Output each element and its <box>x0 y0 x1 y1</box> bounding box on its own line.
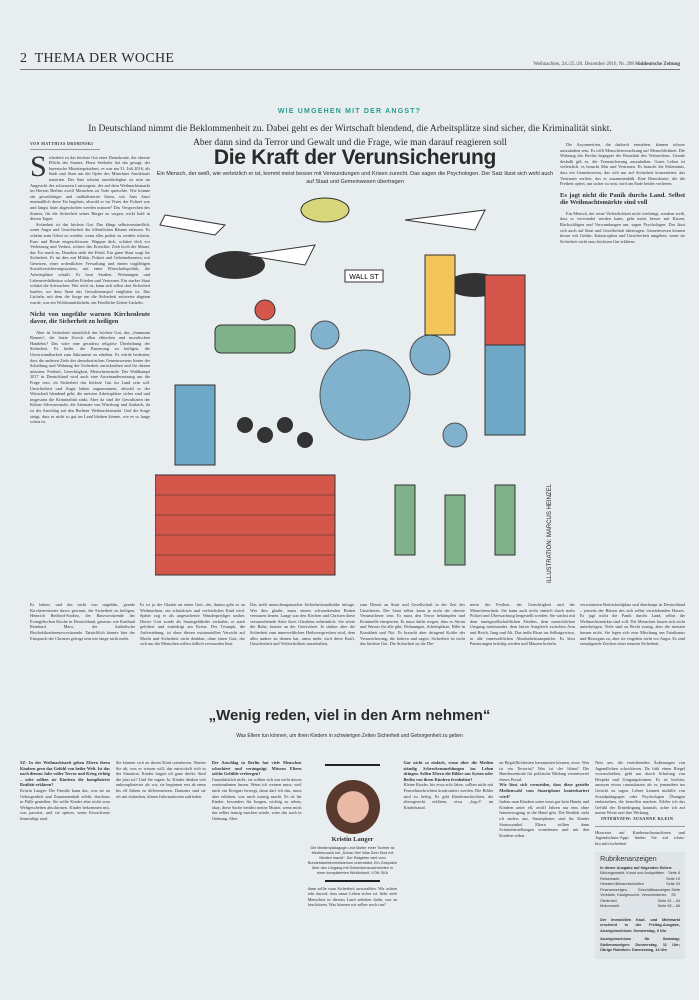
body-paragraph: Sicherheit ist das höchste Gut. Das klingt selbstverständlich, wenn Angst und Unsicherheit die öffentlichen Räume erfassen. Es scheint zum Gebot zu werden, wenn alles prekär zu werden scheint, Euro und Rente eingeschlossen. Wappne dich, schütze dich vor Verletzung und Verlust, sichere das Erreichte. Zieh hoch die Mauer, das Tor mach zu. Draußen steht der Feind. Ein guter Staat sorgt für Sicherheit. Er tut dies mit Militär, Polizei und Geheimdiensten, mit Gesetzen, einer ordentlichen Verwaltung und einem tragfähigen Sozialversicherungssystem, mit einer Wirtschaftspolitik, die Arbeitsplätze schafft. Er baut Straßen, Wohnungen und Lebensverhältnisse schaffen Frieden und Vertrauen. Ein starker Staat schützt die Schwachen. Wer reich ist, kann sich selbst dort Sicherheit kaufen, wo dem Staat das Gewaltmonopol entglitten ist. Das Lächeln, mit dem die Sorge um die Sicherheit zeitweise abgetan wurde, war ein Wohlstandslächeln, ein Friedliche-Zeiten-Lächeln. <box>30 221 150 306</box>
body-paragraph: Die Asymmetrien, die dadurch entstehen, können schwer auszuhalten sein. Es trifft Menschenverachtung auf Menschlichkeit. Die Wahrung des Rechts begegnet der Brutalität des Verbrechens. Gerade deshalb gilt es, die Verunsicherung auszuhalten. Gutes Leben ist verletzlich, es braucht Mut und Vertrauen. Es braucht die Erkenntnis, dass ein Gemeinwesen, das sich nur auf Sicherheit konzentriert, das Vertrauen verliert, das es zusammenhält. Eine Demokratie, die die Freiheit opfert, um sicher zu sein, wird am Ende beides verlieren. <box>560 142 685 187</box>
divider <box>325 764 380 766</box>
interview-credit: INTERVIEW: SUSANNE KLEIN <box>601 815 674 821</box>
divider <box>325 880 380 882</box>
body-column: nerin der Freiheit, der Gerechtigkeit und der Menschenwürde. Sie kann auch nicht einfach durch mehr Polizei und Überwachung hergestellt werden. Sie wächst mit dem innergesellschaftlichen Frieden, dem menschlichen Umgang miteinander, dem fairen Ausgleich zwischen Arm und Reich, Jung und Alt. Das treibt Risse ins Selbstgewisse, in alle innerweltlichen Absolutheitsansprüche. Es lässt Panzerungen brüchig werden und Mauern bröseln. <box>470 602 575 647</box>
interview-answer: Grundsätzlich nicht, sie sollten sich nur nicht davon vereinnahmen lassen. Wenn ich weinen muss, weil mich ein Ereignis bewegt, dann darf ich das, muss aber erklären, was mich traurig macht. Es ist für Kinder, besonders für Jungen, wichtig zu sehen, okay, diese Sache berührt meine Mutter, wenn mich das selber traurig machen würde, wäre das auch in Ordnung. Aber <box>211 776 302 821</box>
byline: VON MATTHIAS DROBINSKI <box>30 142 100 150</box>
hint-text: Hinweise auf Kindersuchmaschinen und Jugendschutz-Apps finden Sie auf schau-hin.info/sicherheit <box>595 826 685 847</box>
illustration <box>155 195 555 587</box>
subhead: Nicht von ungefähr warnen Kirchenleute davor, die Sicherheit zu heiligen <box>30 310 150 326</box>
classifieds-box <box>595 852 685 959</box>
tank <box>215 325 295 353</box>
body-paragraph: Aber ist Sicherheit tatsächlich das höchste Gut, das „Summum Bonum“, der letzte Zweck allen ethischen und moralischen Handelns? Das wäre eine geradezu religiöse Überhöhung der Sicherheit. Es hieße, die Panzerung zu heiligen, die Unverwundbarkeit zum Sakrament zu erheben. Es würde bedeuten, dass die anderen Ziele des demokratischen Gemeinwesens hinter der Schaffung und Wahrung der Sicherheit zurückstehen und ihr dienen müssten: Freiheit, Gerechtigkeit, Menschenwürde. Der Wahlkampf 2017 in Deutschland wird auch eine Auseinandersetzung um die Frage sein, ob Sicherheit das höchste Gut im Land sein soll. Unsicherheit und Angst haben zugenommen, obwohl es der Wirtschaft blendend geht, die meisten Arbeitsplätze sicher sind und insgesamt die Kriminalität sinkt. Aber da sind die Gewalttaten der Kölner Silvesternacht, die Attentate von Würzburg und Ansbach, da ist der Anschlag auf den Berliner Weihnachtsmarkt. Und die Sorge steigt, dass es nicht so gut im Land bleiben könnte, wie es so lange schon ist. <box>30 329 150 425</box>
article-lower-columns <box>30 602 685 697</box>
classifieds-row: Stellenteil Seite 61 – 64 <box>600 898 681 903</box>
interview-answer: Indem man Kindern unter neun gar kein Handy und Kindern unter elf, zwölf Jahren nur eins ohne Internetzugang in die Hand gibt. Die Realität sieht oft anders aus. Smartphones sind für Kinder Statussymbol. Eltern sollten dann Schutzeinstellungen vornehmen und mit den Kindern reden. <box>499 799 590 838</box>
article-right-column <box>560 142 685 602</box>
classifieds-row: Heiraten/Bekanntschaften Seite 20 <box>600 882 681 887</box>
classifieds-intro: In dieser Ausgabe auf folgenden Seiten: <box>600 865 673 870</box>
interview-subheadline: Was Eltern tun können, um ihren Kindern in schwierigen Zeiten Sicherheit und Geborgenheit zu geben <box>236 733 463 739</box>
soldiers <box>395 485 515 565</box>
body-paragraph: icherheit ist das höchste Gut einer Demokratie, die oberste Pflicht des Staates. Horst Seehofer hat das gesagt, der bayerische Ministerpräsident, es war am 31. Juli 2016, als Stadt und Staat um die Opfer des Münchner Amoklaufs trauerten. Der Satz scheint unwiderlegbar zu sein im Angesicht des schwarzen Lastwagens, der auf dem Weihnachtsmarkt im Herzen Berlins zwölf Menschen zu Tode quetschte. Wie könnte ein gewalttätiger und radikalisierter Islam, wie Anis Amri mutmaßlich diese Tat begehen, obwohl er im Visier der Polizei war und längst hätte abgeschoben werden müssen? Das Versprechen des Staates, für die Sicherheit seiner Bürger zu sorgen, wirkt hohl in diesen Tagen. <box>30 154 150 222</box>
dateline: Weihnachten, 24./25./26. Dezember 2016, Nr. 298 Süddeutsche Zeitung <box>533 62 680 67</box>
interview-headline: „Wenig reden, viel in den Arm nehmen“ <box>208 707 491 724</box>
body-paragraph: Ein Mensch, der seine Verletzlichkeit nicht verdrängt, sondern weiß, dass er verwundet werden kann, geht meist besser mit Krisen, Rückschlägen und Verwundungen um, sagen Psychologen. Das lässt sich auch auf Staat und Gesellschaft übertragen. Gemeinwesen können besser mit Gefahr, Katastrophen und Unsicherheit umgehen, wenn sie Sicherheit nicht zum höchsten Gut erklären. <box>560 210 685 244</box>
section-title: 2 THEMA DER WOCHE <box>20 51 175 66</box>
classifieds-row: Bildungsmarkt, Kunst und Antiquitäten Seite 8 <box>600 871 681 876</box>
illustration-credit: ILLUSTRATION: MARCUS HEINZEL <box>547 484 553 583</box>
body-column: verwaisteten Breitscheidplatz und überhaupt in Deutschland – jenseits der Blasen des sich selbst verstärkenden Hasses. Es jagt nicht die Panik durchs Land, selbst die Weihnachtsmärkte sind voll. Die Menschen lassen sich nicht unterkriegen. Viele sind zu Recht zornig, aber die meisten hassen nicht. Sie legen sich eine Mischung aus Fatalismus und Besorgnis zu, aber sie vergehen nicht vor Angst. Es sind ermutigende Zeichen einer inneren Sicherheit. <box>580 602 685 647</box>
portrait-photo <box>323 774 383 834</box>
brick-wall <box>155 475 335 575</box>
interview-answer: Netz um, die verächtenden Äußerungen von Jugendlichen schockieren. Da früh einen Riegel vorzuschieben, geht nur durch Schulung von Respekt und Umgangsformen. Es ist leichter, anonym etwas rauszuhauen als es jemandem ins Gesicht zu sagen. Lehrer können mithilfe von Sozialpädagogen oder Psychologen Übungen einbeziehen, die betroffen machen. Erlebe ich das Gefühl der Erniedrigung hautnah, achte ich auf meine Worte und ihre Wirkung. <box>595 760 686 816</box>
classifieds-row: Motormarkt Seite 65 – 66 <box>600 904 681 909</box>
interview-answer: Sie können sich an ihrem Kind orientieren. Warten Sie ab, was es wissen will, das entwickelt sich in der Situation. Kinder fragen oft ganz direkt: Sind die jetzt tot? Und Sie sagen: Ja. Kinder denken viel unkomplizierter als wir, sie beginnen erst ab neun bis elf Jahren zu differenzieren. Darunter sind sie oft mit einfachen, klaren Informationen zufrieden. <box>115 760 206 799</box>
subhead: Es jagt nicht die Panik durchs Land. Selbst die Weihnachtsmärkte sind voll <box>560 191 685 207</box>
last-column <box>595 760 685 995</box>
interview-answer: an Begrifflichkeiten herantasten können, etwa: Was ist ein Terrorist? Was ist der Islam? Die Bundeszentrale für politische Bildung verantwortet dieses Portal. <box>499 760 590 782</box>
wall-street-sign: WALL ST <box>349 274 379 281</box>
deck: In Deutschland nimmt die Beklommenheit zu. Dabei geht es der Wirtschaft blendend, die Arbeitsplätze sind sicher, die Kriminalität sinkt. Aber dann sind da Terror und Gewalt und die Frage, wie man darauf reagieren soll <box>88 124 612 148</box>
portrait-description: Die Medienpädagogin und Mutter einer Tochter ist Mediencoach bei „Schau Hin! Was Dein Kind mit Medien macht“. Der Ratgeber wird vom Bundesfamilienministerium unterstützt. Ein Gespräch über den Umgang mit Schreckensnachrichten in einer komplizierten Wirklichkeit. VON SKA <box>307 845 398 875</box>
interview-answer: dann sollte man Sicherheit ausstrahlen. Wir achten sehr darauf, dass unser Leben sicher ist. Sehr viele Menschen in diesem Land arbeiten dafür, uns zu beschützen. Was können wir selber noch tun? <box>307 885 398 908</box>
interview-question: Der Anschlag in Berlin hat viele Menschen schockiert und verängstigt. Müssen Eltern solche Gefühle verbergen? <box>211 760 302 777</box>
body-column: Es haben, und das nicht von ungefähr, gerade Kirchenvertreter davor gewarnt, die Sicherheit zu heiligen, Heinrich Bedford-Strohm, der Ratsvorsitzende der Evangelischen Kirche in Deutschland, genauso wie Kardinal Reinhard Marx, der katholische Bischofskonferenzvorsitzende. Tatsächlich könnte hier der Einspruch der Christen gefragt sein wie lange nicht mehr. <box>30 602 135 641</box>
article-left-column <box>30 142 150 602</box>
kicker: WIE UMGEHEN MIT DER ANGST? <box>277 108 422 115</box>
classifieds-note: Der Immobilien Kauf- und Mietmarkt erscheint in der Freitag-Ausgabe, Anzeigenschluss: Donnerstag, 9 Uhr <box>600 917 681 933</box>
classifieds-row: Finanzanzeigen, Geschäftsanzeigen, Verkäufe, Kaufgesuche, Verschiedenes Seite 25 <box>600 887 681 898</box>
classifieds-row: Reisemarkt Seite 19 <box>600 876 681 881</box>
body-column: Es ist ja der Glaube an einen Gott, der, darum geht es an Weihnachten, ein schutzloses und verletzliches Kind wird. Später zog er als ungesicherter Wanderprediger umher. Dieser Gott wurde als Staatsgefährder verhaftet; er starb gefoltert und erniedrigt am Kreuz. Der Triumph, die Auferstehung, ist ohne diesen existenziellen Verzicht auf Macht und Sicherheit nicht denkbar, ohne einen Gott, der sich um der Menschen willen tödlich verwunden lässt. <box>140 602 245 647</box>
portrait-box <box>308 760 398 995</box>
interview-columns <box>20 760 685 995</box>
page-header <box>20 52 680 70</box>
dropcap: S <box>30 149 47 183</box>
classifieds-note: Anzeigenschluss für Samstag: Stellenanzeigen: Donnerstag, 11 Uhr; Übrige Rubriken: Donnerstag, 14 Uhr <box>600 937 681 953</box>
interview-question: Gar nicht so einfach, wenn über die Medien ständig Schreckensmeldungen ins Leben dringen. Sollen Eltern die Bilder aus Syrien oder Berlin von ihren Kindern fernhalten? <box>403 760 494 782</box>
portrait-name: Kristin Langer <box>331 836 374 843</box>
interview-answer: Kristin Langer: Die Familie kann das, was sie an Geborgenheit und Zusammenhalt erlebt, durchaus in Fülle genießen. Sie sollte Kinder aber nicht vom Weltgeschehen abschirmen. Kinder bekommen mit, was passiert, und sie spüren, wenn Erwachsene beunruhigt sind. <box>20 787 110 821</box>
headline: Die Kraft der Verunsicherung <box>213 146 497 169</box>
subheadline: Ein Mensch, der weiß, wie verletzlich er ist, kommt meist besser mit Verwundungen und Krisen zurecht. Das sagen die Psychologen. Der Satz lässt sich wohl auch auf Staat und Gemeinwesen übertragen <box>156 171 554 185</box>
body-column: zum Dienst an Staat und Gesellschaft in der Zeit des Unsicheren. Der Staat selber kann ja nicht der oberste Verunsicherer sein. Er muss den Terror bekämpfen und Kriminelle einsperren. Er muss dafür sorgen, dass es Strom und Wasser für alle gibt, Wohnungen, Arbeitsplätze, Hilfe in Krankheit und Not. Er braucht aber dringend Kräfte der Verunsicherung, die bohren und sagen: Sicherheit ist nicht das höchste Gut. Die Sicherheit ist die Die- <box>360 602 465 647</box>
body-column: Das stellt menschengemachte Sicherheitsmaßstäbe infrage. Wer dies glaubt, muss einem schwankenden Boden vertrauen lernen. Lange war den Kirchen und Christen diese verunsichernde Seite ihres Glaubens unheimlich. Sie störte die Ruhe, kratzte an der Gewissheit. Je stärker aber die Sicherheit zum innerweltlichen Heilsversprechen wird, dem alles andere zu dienen hat, umso mehr wird diese Kraft, Unsicherheit und Verletzlichkeit auszuhalten, <box>250 602 355 647</box>
interview-question: SZ: In der Weihnachtszeit geben Eltern ihren Kindern gern das Gefühl von heiler Welt. Ist das nach diesem Jahr voller Terror und Krieg richtig – oder sollten sie Kindern die komplizierte Realität erklären? <box>20 760 110 788</box>
classifieds-title: Rubrikenanzeigen <box>600 856 657 864</box>
interview-answer: Kleine Kinder, bis etwa acht Jahre, sollten nicht mit Fernsehnachrichten konfrontiert werden. Die Bilder sind zu heftig. Es gibt Kindernachrichten, die altersgerecht erklären, etwa „logo!“ im Kinderkanal. <box>403 782 494 810</box>
suited-figure <box>175 385 215 465</box>
interview-question: Wie lässt sich vermeiden, dass diese gezielte Medienwahl vom Smartphone konterkariert wird? <box>499 782 590 799</box>
